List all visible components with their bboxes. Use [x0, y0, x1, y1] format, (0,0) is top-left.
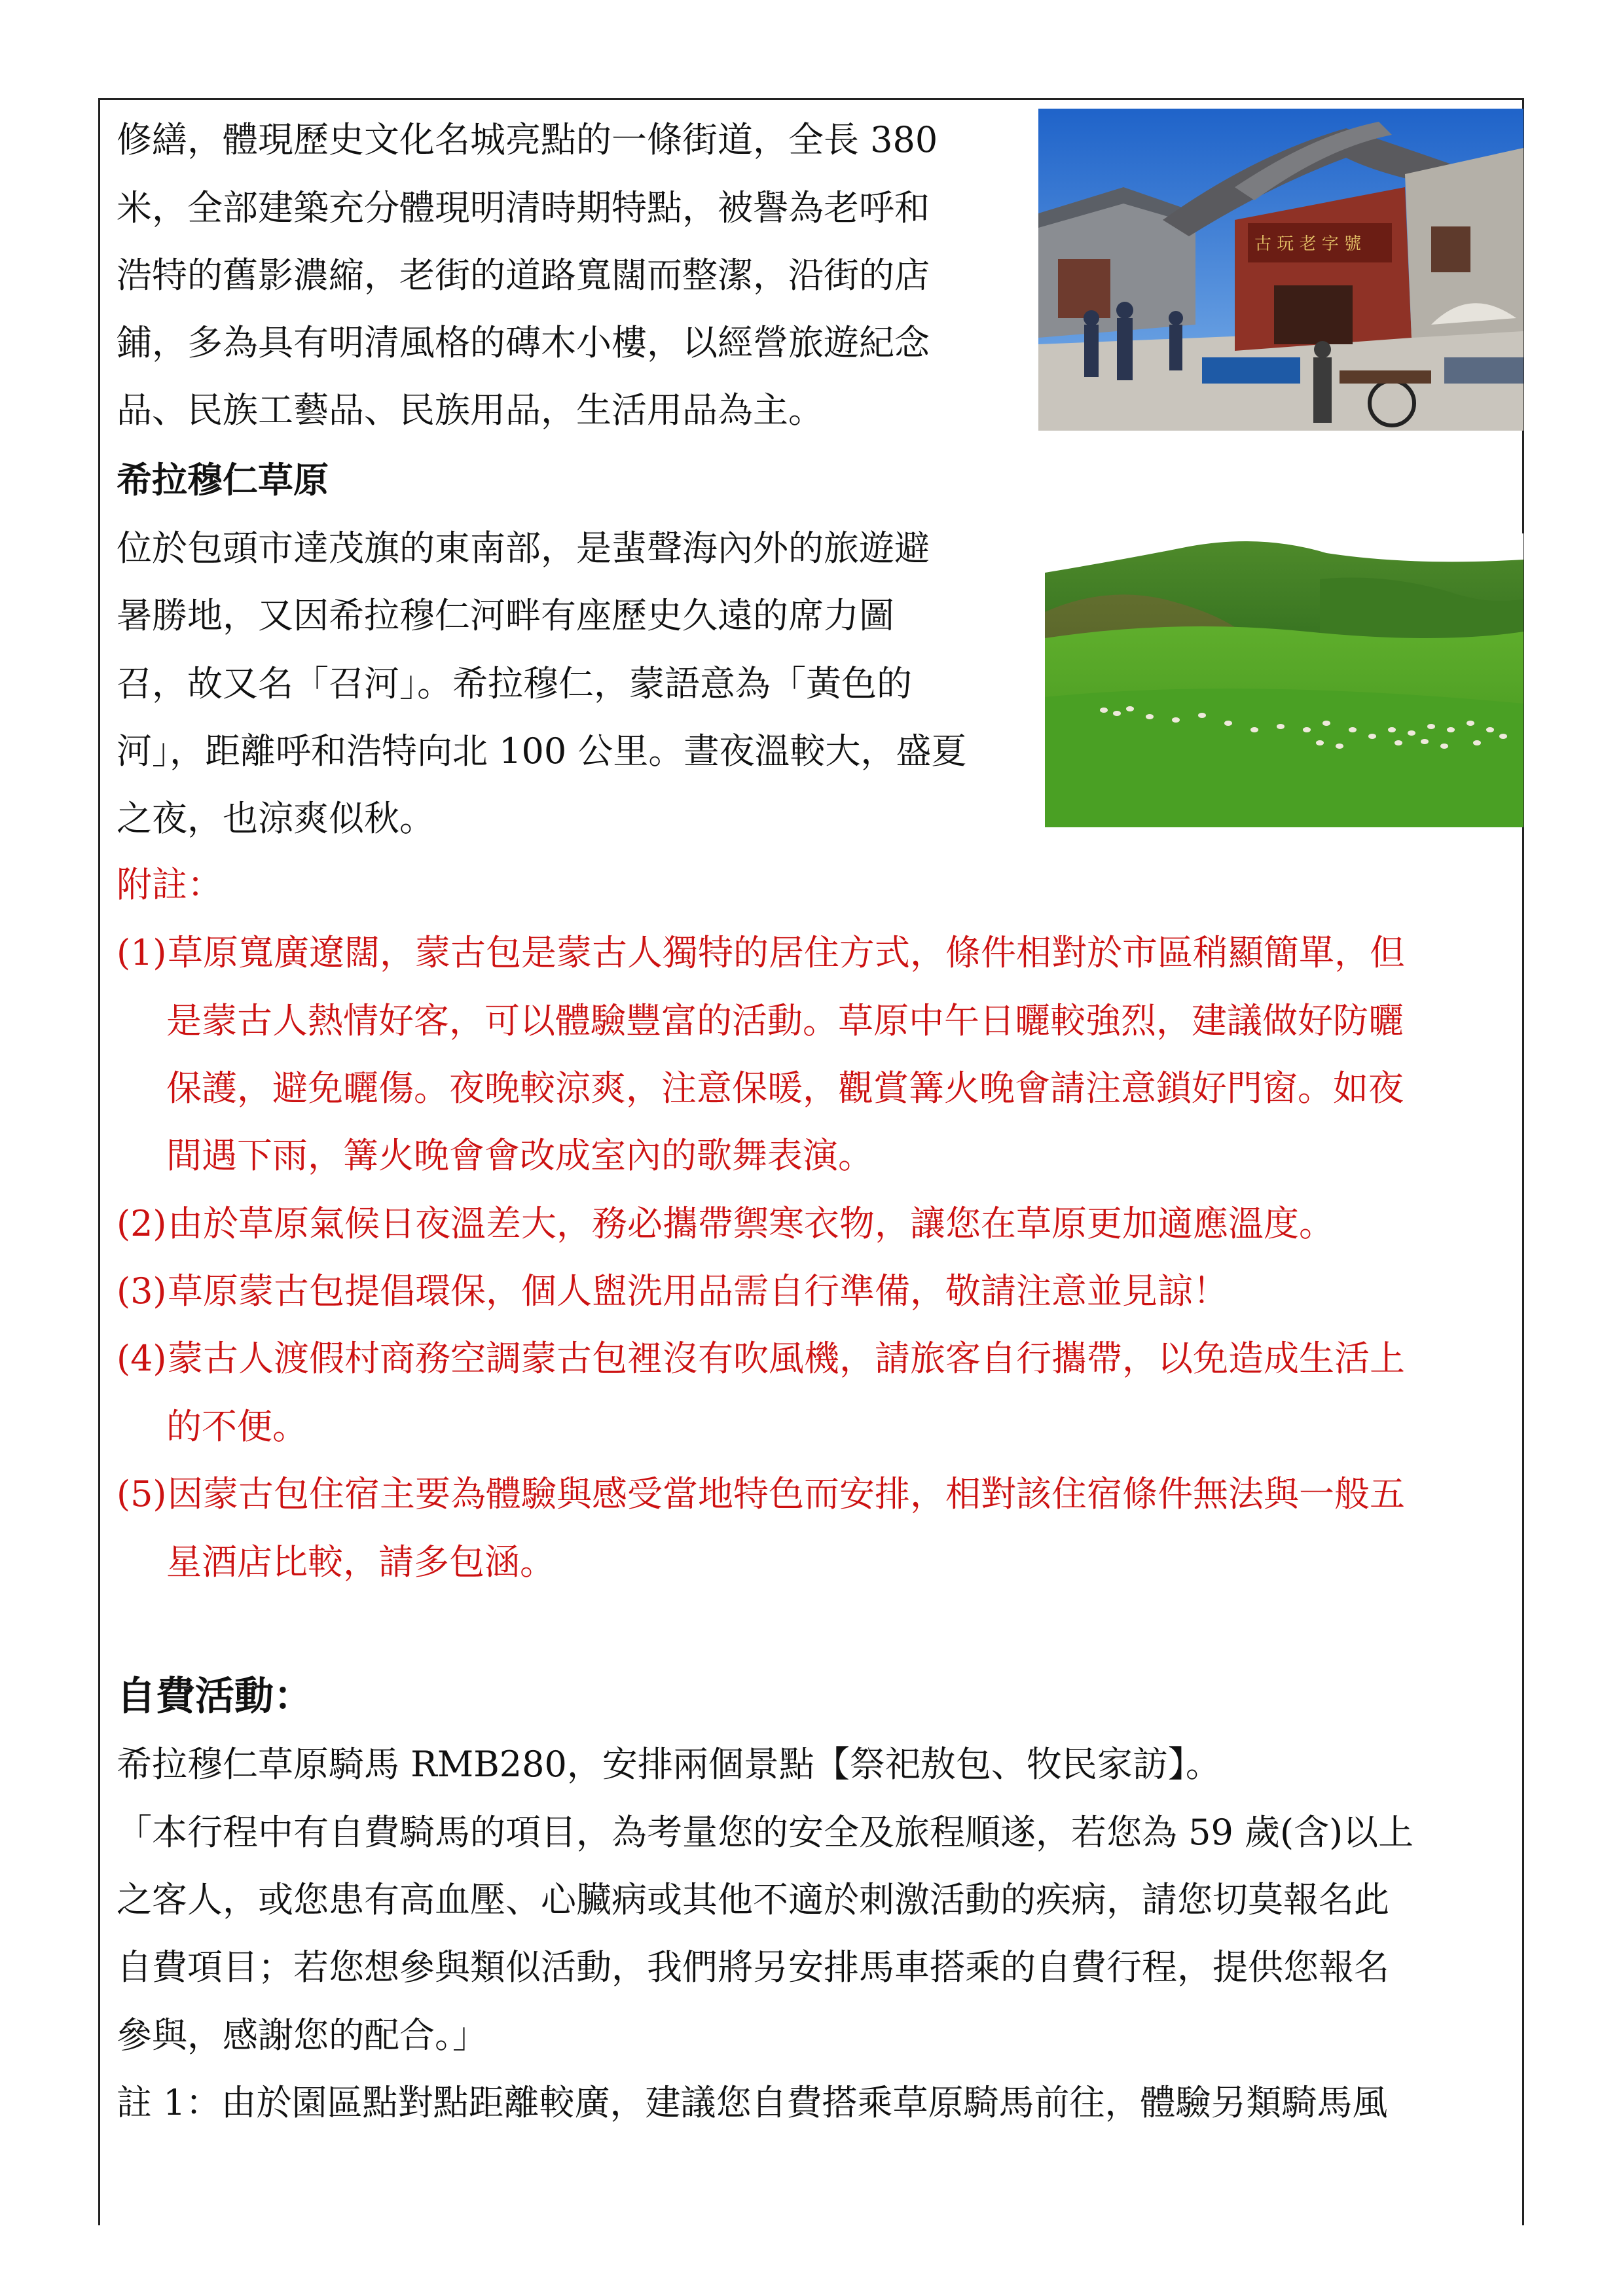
shop-sign-text: 古 玩 老 字 號 [1254, 234, 1362, 254]
grassland-title: 希拉穆仁草原 [117, 459, 329, 501]
note-text: 草原蒙古包提倡環保，個人盥洗用品需自行準備，敬請注意並見諒！ [168, 1270, 1228, 1312]
optional-line: 參與，感謝您的配合。」 [117, 2015, 488, 2056]
grassland-line: 暑勝地，又因希拉穆仁河畔有座歷史久遠的席力圖 [117, 595, 894, 636]
note-line: 是蒙古人熱情好客，可以體驗豐富的活動。草原中午日曬較強烈，建議做好防曬 [166, 1000, 1404, 1041]
note-number: (1) [117, 932, 167, 973]
intro-line: 品、民族工藝品、民族用品，生活用品為主。 [117, 389, 824, 431]
note-text: 因蒙古包住宿主要為體驗與感受當地特色而安排，相對該住宿條件無法與一般五 [168, 1473, 1405, 1515]
note-number: (2) [117, 1203, 167, 1244]
optional-line: 希拉穆仁草原騎馬 RMB280，安排兩個景點【祭祀敖包、牧民家訪】。 [117, 1744, 1221, 1785]
note-line: 保護，避免曬傷。夜晚較涼爽，注意保暖，觀賞篝火晚會請注意鎖好門窗。如夜 [166, 1067, 1404, 1109]
grassland-line: 位於包頭市達茂旗的東南部，是蜚聲海內外的旅遊避 [117, 528, 930, 569]
note-line: 的不便。 [166, 1406, 308, 1447]
note-item-1 [117, 933, 1405, 973]
intro-line: 修繕，體現歷史文化名城亮點的一條街道，全長 380 [117, 119, 938, 160]
optional-title: 自費活動： [117, 1674, 313, 1719]
note-item-2 [117, 1204, 1334, 1244]
optional-line: 「本行程中有自費騎馬的項目，為考量您的安全及旅程順遂，若您為 59 歲(含)以上 [117, 1812, 1414, 1853]
grassland-photo [1045, 533, 1523, 827]
grassland-line: 召，故又名「召河」。希拉穆仁，蒙語意為「黃色的 [117, 663, 912, 704]
note-item-4 [117, 1339, 1405, 1378]
grassland-line: 河」，距離呼和浩特向北 100 公里。晝夜溫較大，盛夏 [117, 730, 967, 772]
note-number: (3) [117, 1270, 167, 1312]
grassland-line: 之夜，也涼爽似秋。 [117, 798, 435, 839]
note-line: 星酒店比較，請多包涵。 [166, 1541, 555, 1583]
note-line: 間遇下雨，篝火晚會會改成室內的歌舞表演。 [166, 1135, 873, 1176]
note-number: (4) [117, 1338, 167, 1379]
optional-line: 之客人，或您患有高血壓、心臟病或其他不適於刺激活動的疾病，請您切莫報名此 [117, 1879, 1389, 1920]
intro-line: 浩特的舊影濃縮，老街的道路寬闊而整潔，沿街的店 [117, 255, 930, 296]
note-item-3 [117, 1272, 1228, 1311]
optional-line: 自費項目；若您想參與類似活動，我們將另安排馬車搭乘的自費行程，提供您報名 [117, 1946, 1389, 1988]
note-item-5 [117, 1475, 1405, 1514]
note-text: 草原寬廣遼闊，蒙古包是蒙古人獨特的居住方式，條件相對於市區稍顯簡單，但 [168, 932, 1405, 973]
note-text: 蒙古人渡假村商務空調蒙古包裡沒有吹風機，請旅客自行攜帶，以免造成生活上 [168, 1338, 1405, 1379]
note-number: (5) [117, 1473, 167, 1515]
notes-title: 附註： [117, 864, 223, 905]
intro-line: 米，全部建築充分體現明清時期特點，被譽為老呼和 [117, 187, 930, 228]
old-street-photo [1038, 109, 1523, 431]
note-text: 由於草原氣候日夜溫差大，務必攜帶禦寒衣物，讓您在草原更加適應溫度。 [168, 1203, 1334, 1244]
intro-line: 鋪，多為具有明清風格的磚木小樓，以經營旅遊紀念 [117, 322, 930, 363]
optional-line: 註 1：由於園區點對點距離較廣，建議您自費搭乘草原騎馬前往，體驗另類騎馬風 [117, 2082, 1388, 2123]
